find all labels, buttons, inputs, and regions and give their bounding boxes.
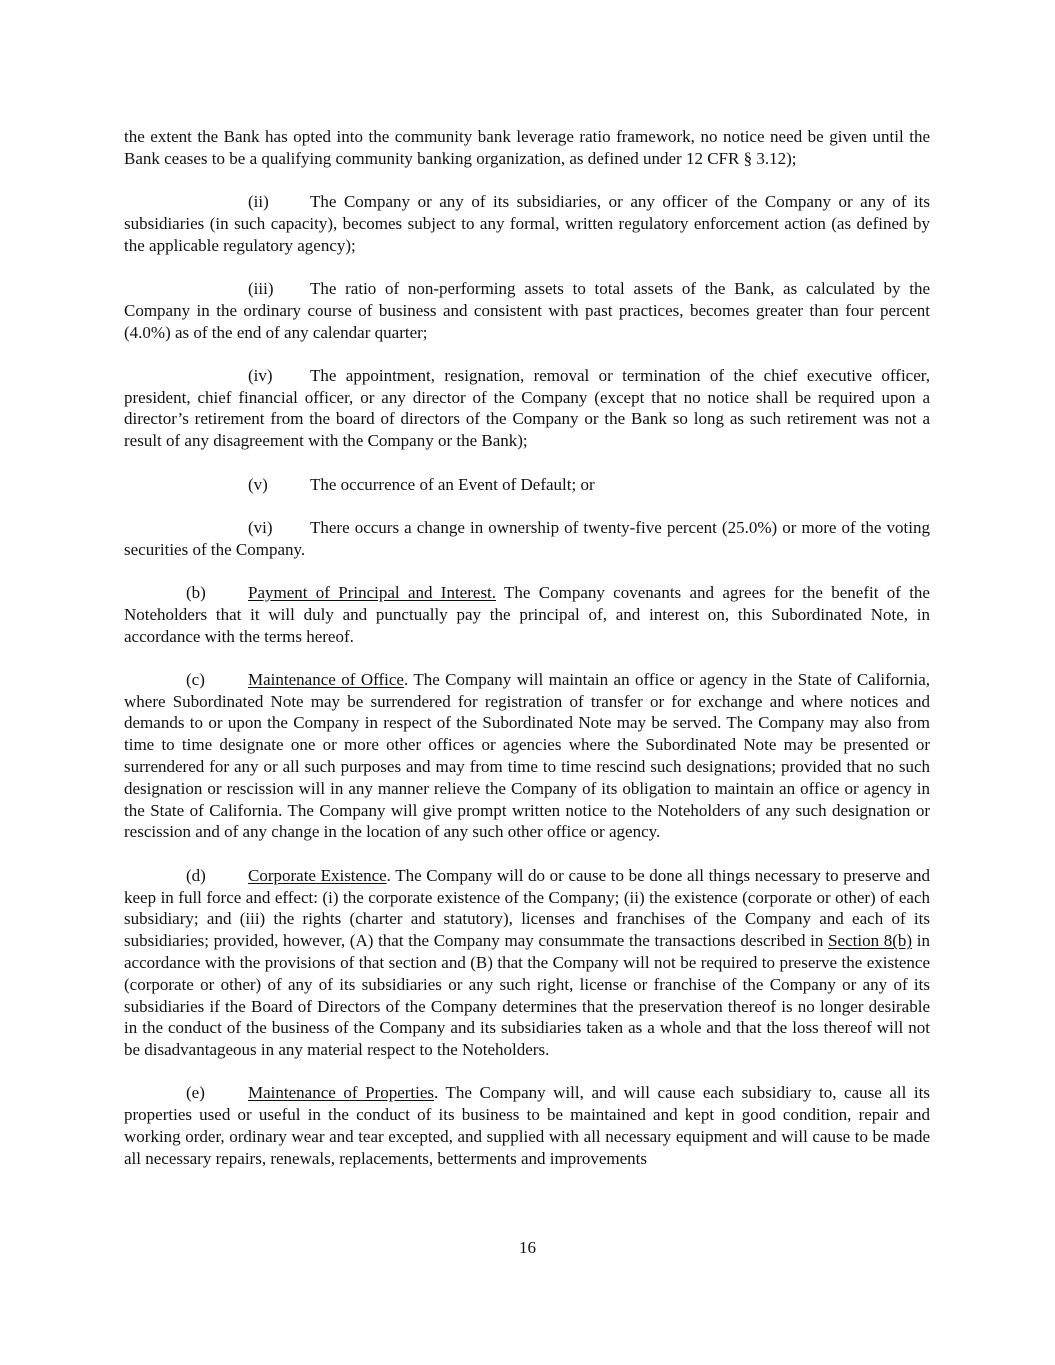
section-text: . The Company will, and will cause each subsidiary to, cause all its properties used or useful in the conduct of its business to be maintained and kept in good condition, repair and working order, ordinary wear and tear excepted, and supplied with all necessary equipment and will cause to be made all necessary repairs, renewals, replacements, betterments and improvements [124, 1083, 930, 1168]
section-heading: Maintenance of Office [248, 669, 404, 689]
page-number: 16 [519, 1238, 536, 1257]
subsection-label: (vi) [248, 517, 273, 537]
section-heading: Maintenance of Properties [248, 1083, 435, 1103]
subsection-v [124, 474, 930, 496]
section-heading: Corporate Existence [248, 865, 387, 885]
subsection-ii [124, 191, 930, 256]
section-c [124, 669, 930, 843]
section-text: . The Company will do or cause to be done all things necessary to preserve and keep in full force and effect: (i) the corporate existence of the Company; (ii) the existence (corporate or other) of each subsidiary; and (iii) the rights (charter and statutory), licenses and franchises of the Company and each of its subsidiaries; provided, however, (A) that the Company may consummate the transactions described in [124, 865, 930, 951]
subsection-text: There occurs a change in ownership of twenty-five percent (25.0%) or more of the voting securities of the Company. [124, 517, 930, 559]
section-text: The Company covenants and agrees for the benefit of the Noteholders that it will duly and punctually pay the principal of, and interest on, this Subordinated Note, in accordance with the terms hereof. [124, 582, 930, 646]
section-label: (e) [186, 1083, 205, 1103]
subsection-text: The ratio of non-performing assets to total assets of the Bank, as calculated by the Company in the ordinary course of business and consistent with past practices, becomes greater than four percent (4.0%) as of the end of any calendar quarter; [124, 278, 930, 342]
section-e [124, 1082, 930, 1169]
document-page [124, 126, 930, 1191]
section-heading: Payment of Principal and Interest. [248, 582, 497, 602]
subsection-text: The occurrence of an Event of Default; or [310, 474, 595, 494]
intro-paragraph: the extent the Bank has opted into the community bank leverage ratio framework, no notice need be given until the Bank ceases to be a qualifying community banking organization, as defined under 12 CFR § 3.12); [124, 127, 930, 168]
section-label: (c) [186, 669, 205, 689]
section-label: (d) [186, 865, 206, 885]
subsection-text: The appointment, resignation, removal or termination of the chief executive officer, president, chief financial officer, or any director of the Company (except that no notice shall be required upon a director’s retirement from the board of directors of the Company or the Bank so long as such retirement was not a result of any disagreement with the Company or the Bank); [124, 365, 930, 451]
section-text: . The Company will maintain an office or agency in the State of California, where Subordinated Note may be surrendered for registration of transfer or for exchange and where notices and demands to or upon the Company in respect of the Subordinated Note may be served. The Company may also from time to time designate one or more other offices or agencies where the Subordinated Note may be presented or surrendered for any or all such purposes and may from time to time rescind such designations; provided that no such designation or rescission will in any manner relieve the Company of its obligation to maintain an office or agency in the State of California. The Company will give prompt written notice to the Noteholders of any such designation or rescission and of any change in the location of any such other office or agency. [124, 669, 930, 842]
subsection-iii [124, 278, 930, 343]
subsection-label: (ii) [248, 192, 269, 212]
section-d [124, 865, 930, 1061]
subsection-text: The Company or any of its subsidiaries, or any officer of the Company or any of its subsidiaries (in such capacity), becomes subject to any formal, written regulatory enforcement action (as defined by the applicable regulatory agency); [124, 192, 930, 255]
subsection-label: (iii) [248, 278, 274, 298]
subsection-label: (v) [248, 474, 268, 494]
subsection-iv [124, 365, 930, 452]
section-text-continued: in accordance with the provisions of that section and (B) that the Company will not be required to preserve the existence (corporate or other) of any of its subsidiaries or any such right, license or franchise of the Company or any of its subsidiaries if the Board of Directors of the Company determines that the preservation thereof is no longer desirable in the conduct of the business of the Company and its subsidiaries taken as a whole and that the loss thereof will not be disadvantageous in any material respect to the Noteholders. [124, 931, 930, 1060]
subsection-label: (iv) [248, 365, 273, 385]
section-label: (b) [186, 582, 206, 602]
section-cross-reference: Section 8(b) [828, 931, 913, 951]
section-b [124, 582, 930, 647]
subsection-vi [124, 517, 930, 561]
